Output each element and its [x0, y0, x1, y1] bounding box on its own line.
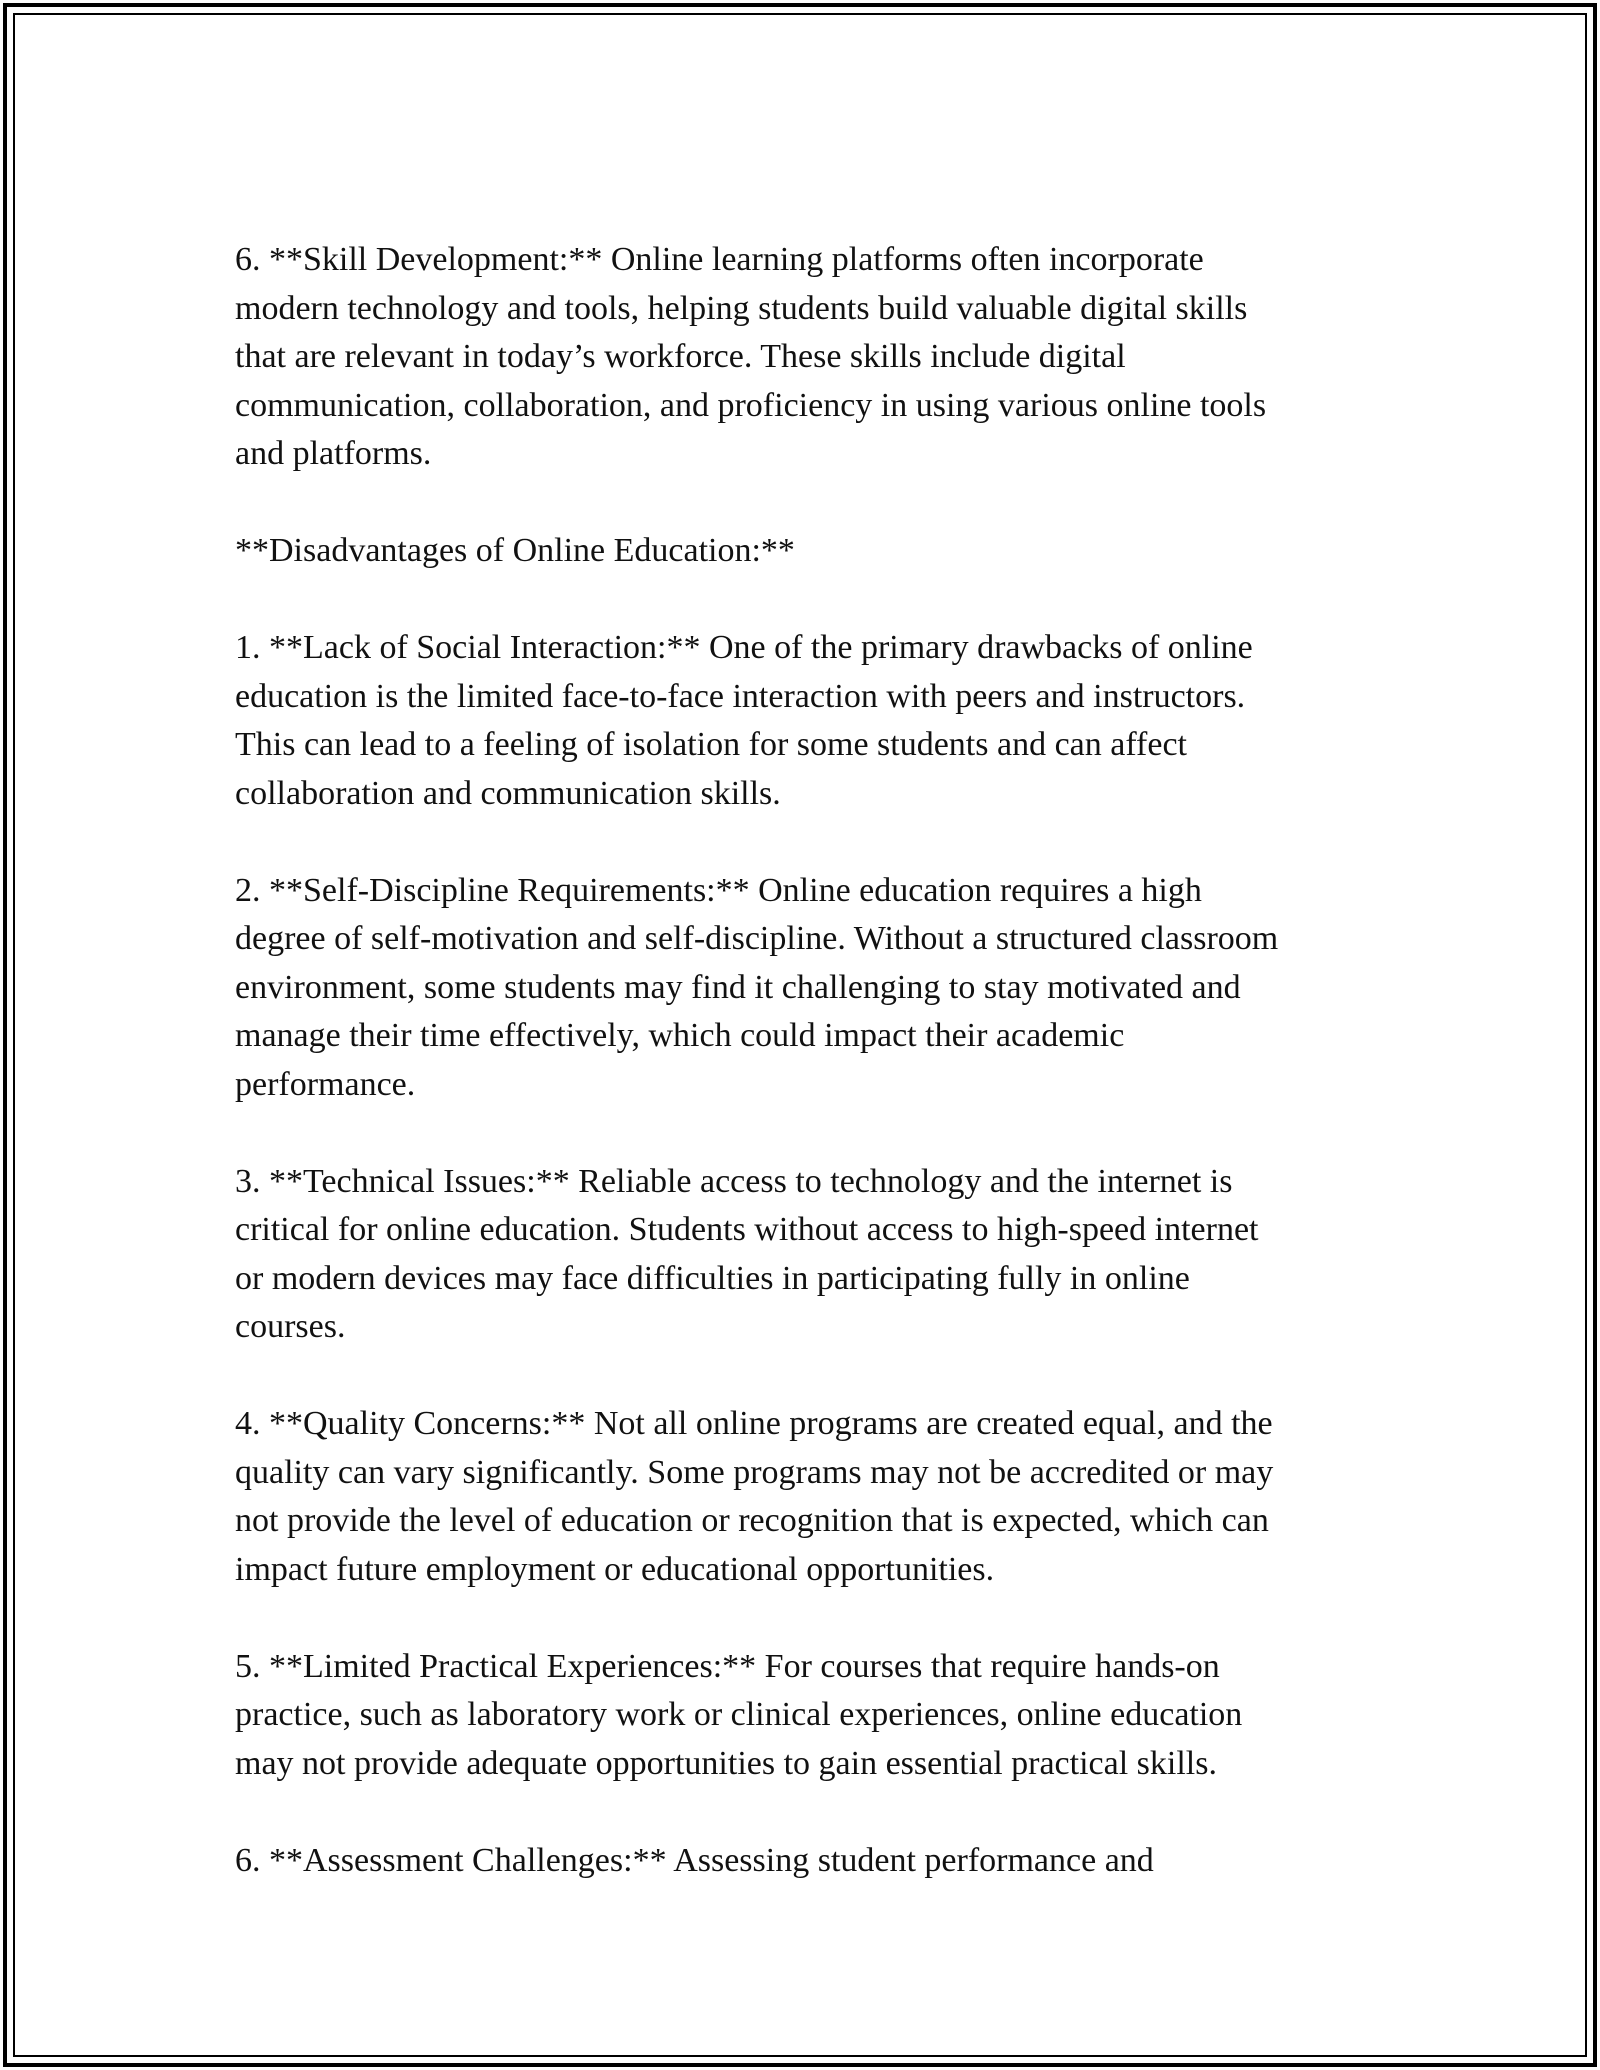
document-body: [235, 236, 1385, 1934]
paragraph-lack-of-social-interaction: 1. **Lack of Social Interaction:** One of the primary drawbacks of online education is the limited face-to-face interaction with peers and instructors. This can lead to a feeling of isolation for some students and can affect collaboration and communication skills.: [235, 629, 1253, 812]
paragraph-limited-practical: 5. **Limited Practical Experiences:** For courses that require hands-on practice, such as laboratory work or clinical experiences, online education may not provide adequate opportunities to gain essential practical skills.: [235, 1647, 1243, 1782]
paragraph-assessment-challenges: 6. **Assessment Challenges:** Assessing student performance and: [235, 1841, 1154, 1879]
paragraph-technical-issues: 3. **Technical Issues:** Reliable access to technology and the internet is critical for online education. Students without access to high-speed internet or modern devices may face difficulties in participating fully in online courses.: [235, 1162, 1259, 1345]
paragraph-skill-development: 6. **Skill Development:** Online learning platforms often incorporate modern technology and tools, helping students build valuable digital skills that are relevant in today’s workforce. These skills include digital communication, collaboration, and proficiency in using various online tools and platforms.: [235, 241, 1267, 472]
heading-disadvantages: **Disadvantages of Online Education:**: [235, 532, 795, 569]
paragraph-quality-concerns: 4. **Quality Concerns:** Not all online programs are created equal, and the quality can vary significantly. Some programs may not be accredited or may not provide the level of education or recognition that is expected, which can impact future employment or educational opportunities.: [235, 1405, 1274, 1588]
paragraph-self-discipline: 2. **Self-Discipline Requirements:** Online education requires a high degree of self-motivation and self-discipline. Without a structured classroom environment, some students may find it challenging to stay motivated and manage their time effectively, which could impact their academic performance.: [235, 871, 1279, 1103]
